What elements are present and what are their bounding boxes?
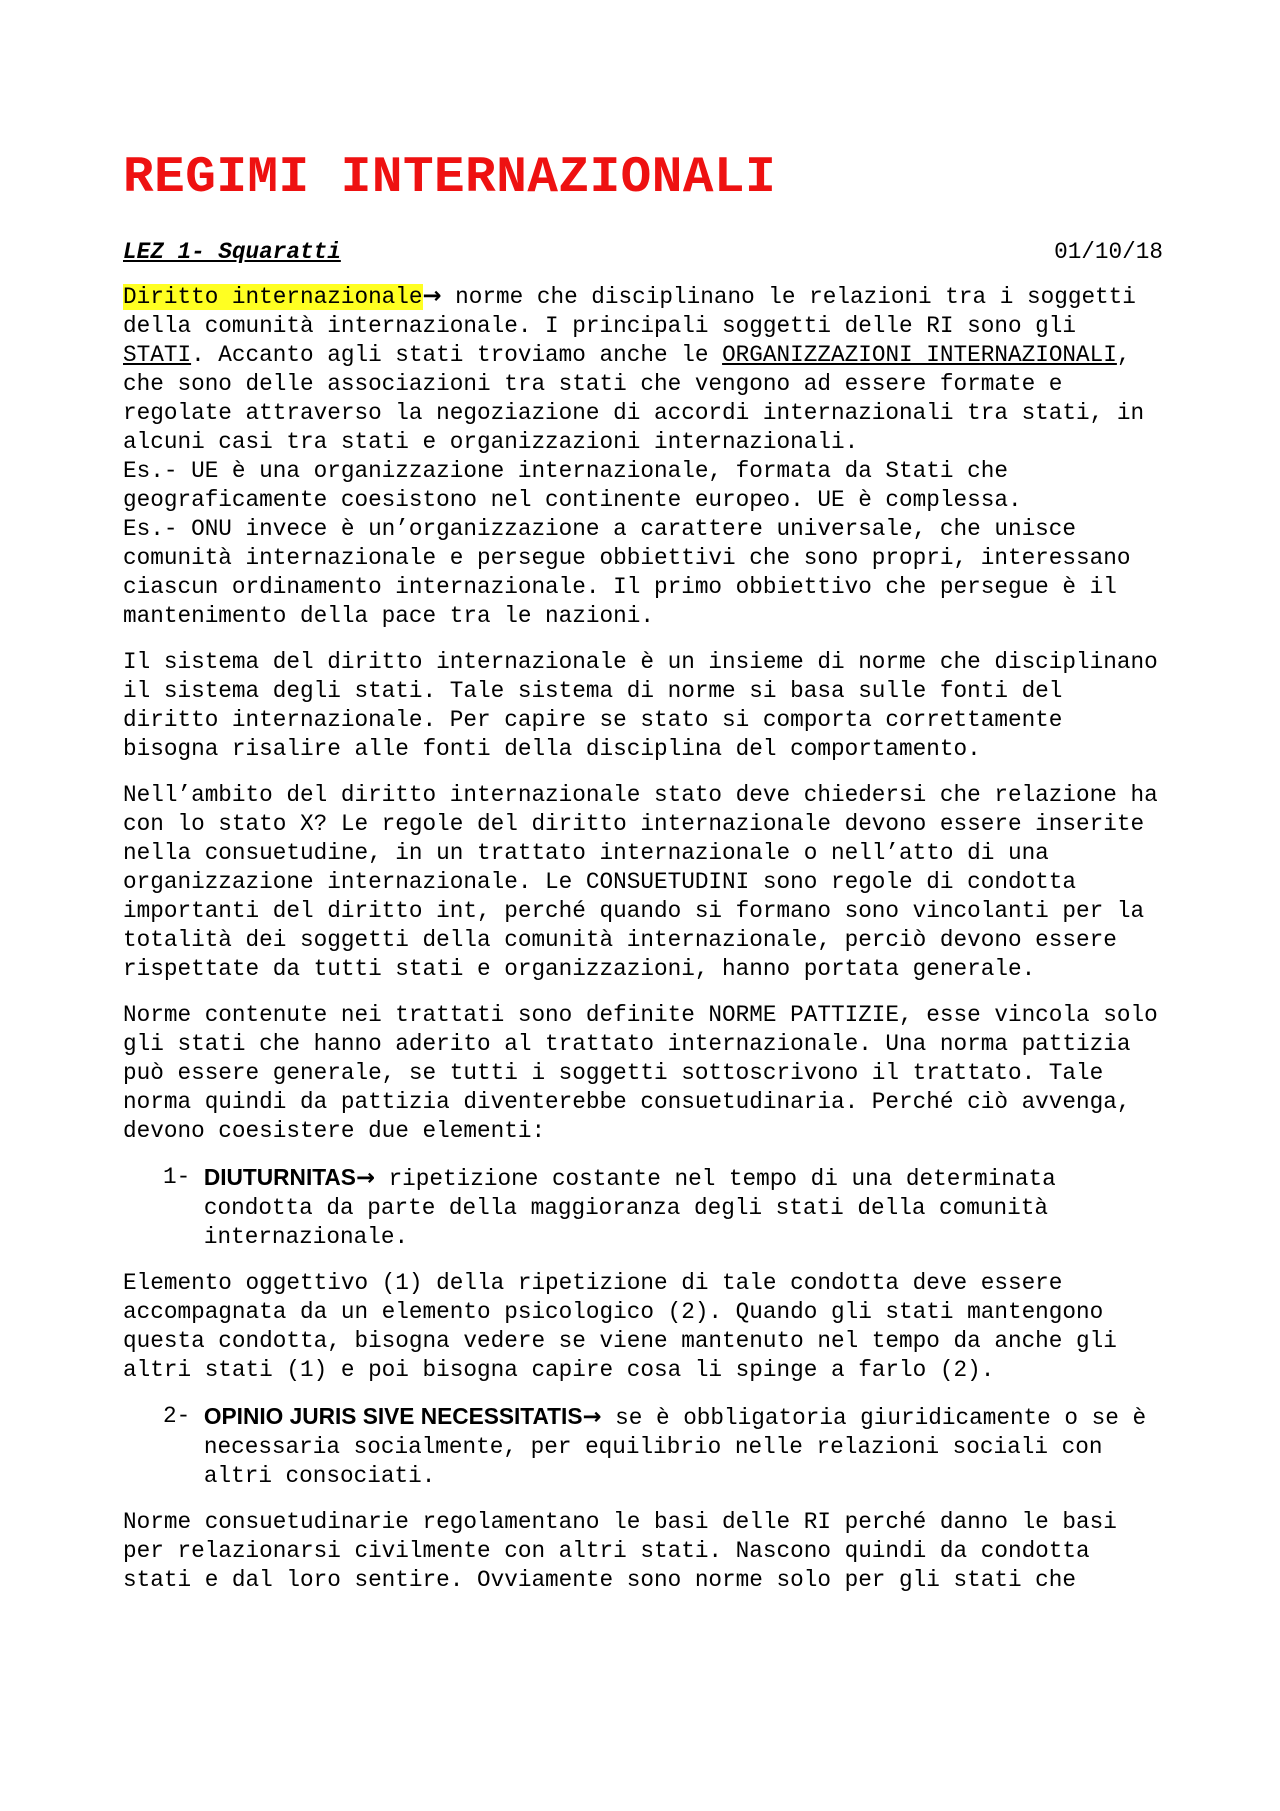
example-ue: Es.- UE è una organizzazione internazionale, formata da Stati che geograficamente coesistono nel continente europeo. UE è complessa.: [123, 458, 1022, 513]
paragraph-consuetudini: Nell’ambito del diritto internazionale stato deve chiedersi che relazione ha con lo stato X? Le regole del diritto internazionale devono essere inserite nella consuetudine, in un trattato internazionale o nell’atto di una organizzazione internazionale. Le CONSUETUDINI sono regole di condotta importanti del diritto int, perché quando si formano sono vincolanti per la totalità dei soggetti della comunità internazionale, perciò devono essere rispettate da tutti stati e organizzazioni, hanno portata generale.: [123, 782, 1158, 982]
underlined-stati: STATI: [123, 342, 192, 368]
list-number: 1-: [163, 1164, 204, 1190]
highlighted-term: Diritto internazionale: [123, 284, 423, 310]
arrow-icon: →: [355, 1165, 375, 1191]
paragraph-text: , che sono delle associazioni tra stati che vengono ad essere formate e regolate attraverso la negoziazione di accordi internazionali tra stati, in alcuni casi tra stati e organizzazioni internazionali.: [123, 342, 1145, 455]
lesson-header: [123, 238, 1163, 267]
arrow-icon: →: [582, 1404, 602, 1430]
list-item-body: [204, 1402, 1163, 1491]
lesson-label: LEZ 1- Squaratti: [123, 239, 341, 265]
list-item-body: [204, 1163, 1163, 1252]
list-number: 2-: [163, 1403, 204, 1429]
arrow-icon: →: [422, 283, 442, 309]
example-onu: Es.- ONU invece è un’organizzazione a carattere universale, che unisce comunità internazionale e persegue obbiettivi che sono propri, interessano ciascun ordinamento internazionale. Il primo obbiettivo che persegue è il mantenimento della pace tra le nazioni.: [123, 516, 1131, 629]
paragraph-text: . Accanto agli stati troviamo anche le: [191, 342, 723, 368]
paragraph-text: norme che disciplinano le relazioni tra i soggetti della comunità internazionale. I principali soggetti delle RI sono gli: [123, 284, 1136, 339]
list-item-term: OPINIO JURIS SIVE NECESSITATIS: [203, 1403, 583, 1429]
list-item-term: DIUTURNITAS: [203, 1164, 356, 1190]
paragraph-definition: [123, 282, 1163, 631]
list-item-text: ripetizione costante nel tempo di una determinata condotta da parte della maggioranza degli stati della comunità internazionale.: [203, 1166, 1056, 1250]
list-item-opinio-juris: [163, 1402, 1163, 1491]
document-title: REGIMI INTERNAZIONALI: [123, 150, 777, 207]
lesson-date: 01/10/18: [1054, 239, 1163, 265]
paragraph-norme-consuetudinarie: Norme consuetudinarie regolamentano le basi delle RI perché danno le basi per relazionarsi civilmente con altri stati. Nascono quindi da condotta stati e dal loro sentire. Ovviamente sono norme solo per gli stati che: [123, 1509, 1117, 1593]
paragraph-norme-pattizie: Norme contenute nei trattati sono definite NORME PATTIZIE, esse vincola solo gli stati che hanno aderito al trattato internazionale. Una norma pattizia può essere generale, se tutti i soggetti sottoscrivono il trattato. Tale norma quindi da pattizia diventerebbe consuetudinaria. Perché ciò avvenga, devono coesistere due elementi:: [123, 1002, 1158, 1144]
paragraph-elemento-oggettivo: Elemento oggettivo (1) della ripetizione di tale condotta deve essere accompagnata da un elemento psicologico (2). Quando gli stati mantengono questa condotta, bisogna vedere se viene mantenuto nel tempo da anche gli altri stati (1) e poi bisogna capire cosa li spinge a farlo (2).: [123, 1270, 1117, 1383]
document-page: [123, 150, 1163, 1612]
underlined-organizzazioni: ORGANIZZAZIONI INTERNAZIONALI: [722, 342, 1117, 368]
list-item-diuturnitas: [163, 1163, 1163, 1252]
list-item-text: se è obbligatoria giuridicamente o se è necessaria socialmente, per equilibrio nelle relazioni sociali con altri consociati.: [203, 1405, 1147, 1489]
paragraph-sistema: Il sistema del diritto internazionale è un insieme di norme che disciplinano il sistema degli stati. Tale sistema di norme si basa sulle fonti del diritto internazionale. Per capire se stato si comporta correttamente bisogna risalire alle fonti della disciplina del comportamento.: [123, 649, 1158, 762]
